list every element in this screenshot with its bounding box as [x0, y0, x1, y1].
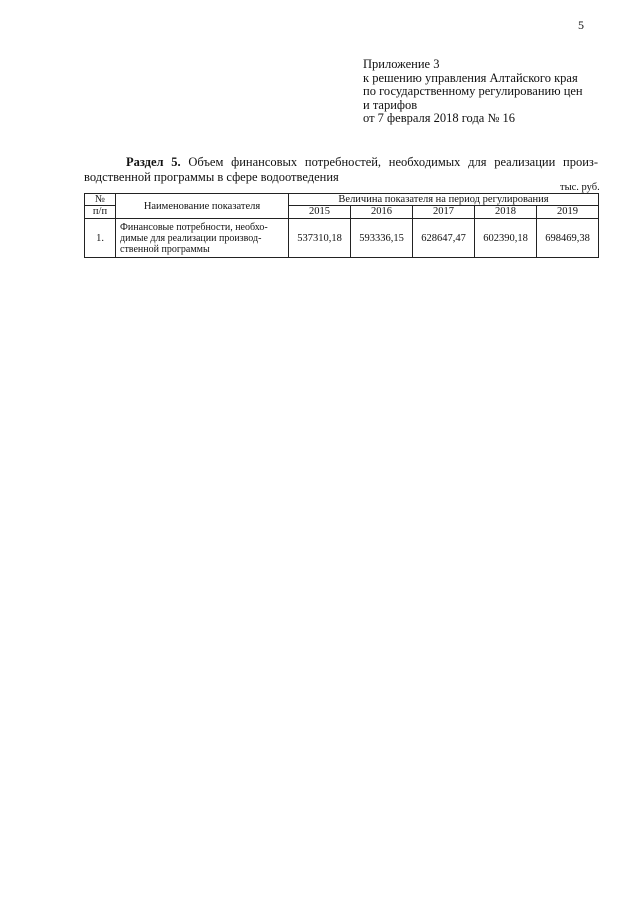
- section-heading-line1: [84, 155, 598, 170]
- annex-line: и тарифов: [363, 97, 418, 112]
- annex-title: Приложение 3: [363, 57, 440, 71]
- row-value-2019: 698469,38: [537, 219, 599, 258]
- row-value-2018: 602390,18: [475, 219, 537, 258]
- row-value-2017: 628647,47: [413, 219, 475, 258]
- annex-line: к решению управления Алтайского края: [363, 70, 578, 85]
- section-heading: [84, 155, 598, 185]
- section-text-part1: Объем финансовых потребностей, необходимых для реализации произ-: [188, 155, 598, 169]
- table-row: [85, 219, 599, 258]
- page-number: 5: [578, 18, 584, 32]
- row-name-line: димые для реализации производ-: [120, 232, 262, 244]
- annex-line: по государственному регулированию цен: [363, 84, 583, 98]
- header-period-group: Величина показателя на период регулирования: [289, 194, 599, 206]
- header-year: 2018: [475, 206, 537, 219]
- annex-block: [363, 58, 583, 126]
- table-header-row: [85, 194, 599, 206]
- header-indicator-name: Наименование показателя: [116, 194, 289, 219]
- section-label: Раздел 5.: [126, 155, 181, 169]
- annex-date-line: от 7 февраля 2018 года № 16: [363, 111, 516, 125]
- row-indicator-name: [116, 219, 289, 258]
- header-year: 2016: [351, 206, 413, 219]
- header-year: 2017: [413, 206, 475, 219]
- row-value-2015: 537310,18: [289, 219, 351, 258]
- header-year: 2019: [537, 206, 599, 219]
- header-num-sub: п/п: [85, 206, 116, 219]
- financial-needs-table: [84, 193, 599, 258]
- section-text-part2: водственной программы в сфере водоотведения: [84, 170, 339, 184]
- unit-label: тыс. руб.: [560, 182, 600, 193]
- header-year: 2015: [289, 206, 351, 219]
- row-value-2016: 593336,15: [351, 219, 413, 258]
- header-num: №: [85, 194, 116, 206]
- row-number: 1.: [85, 219, 116, 258]
- row-name-line: ственной программы: [120, 243, 210, 255]
- row-name-line: Финансовые потребности, необхо-: [120, 221, 268, 233]
